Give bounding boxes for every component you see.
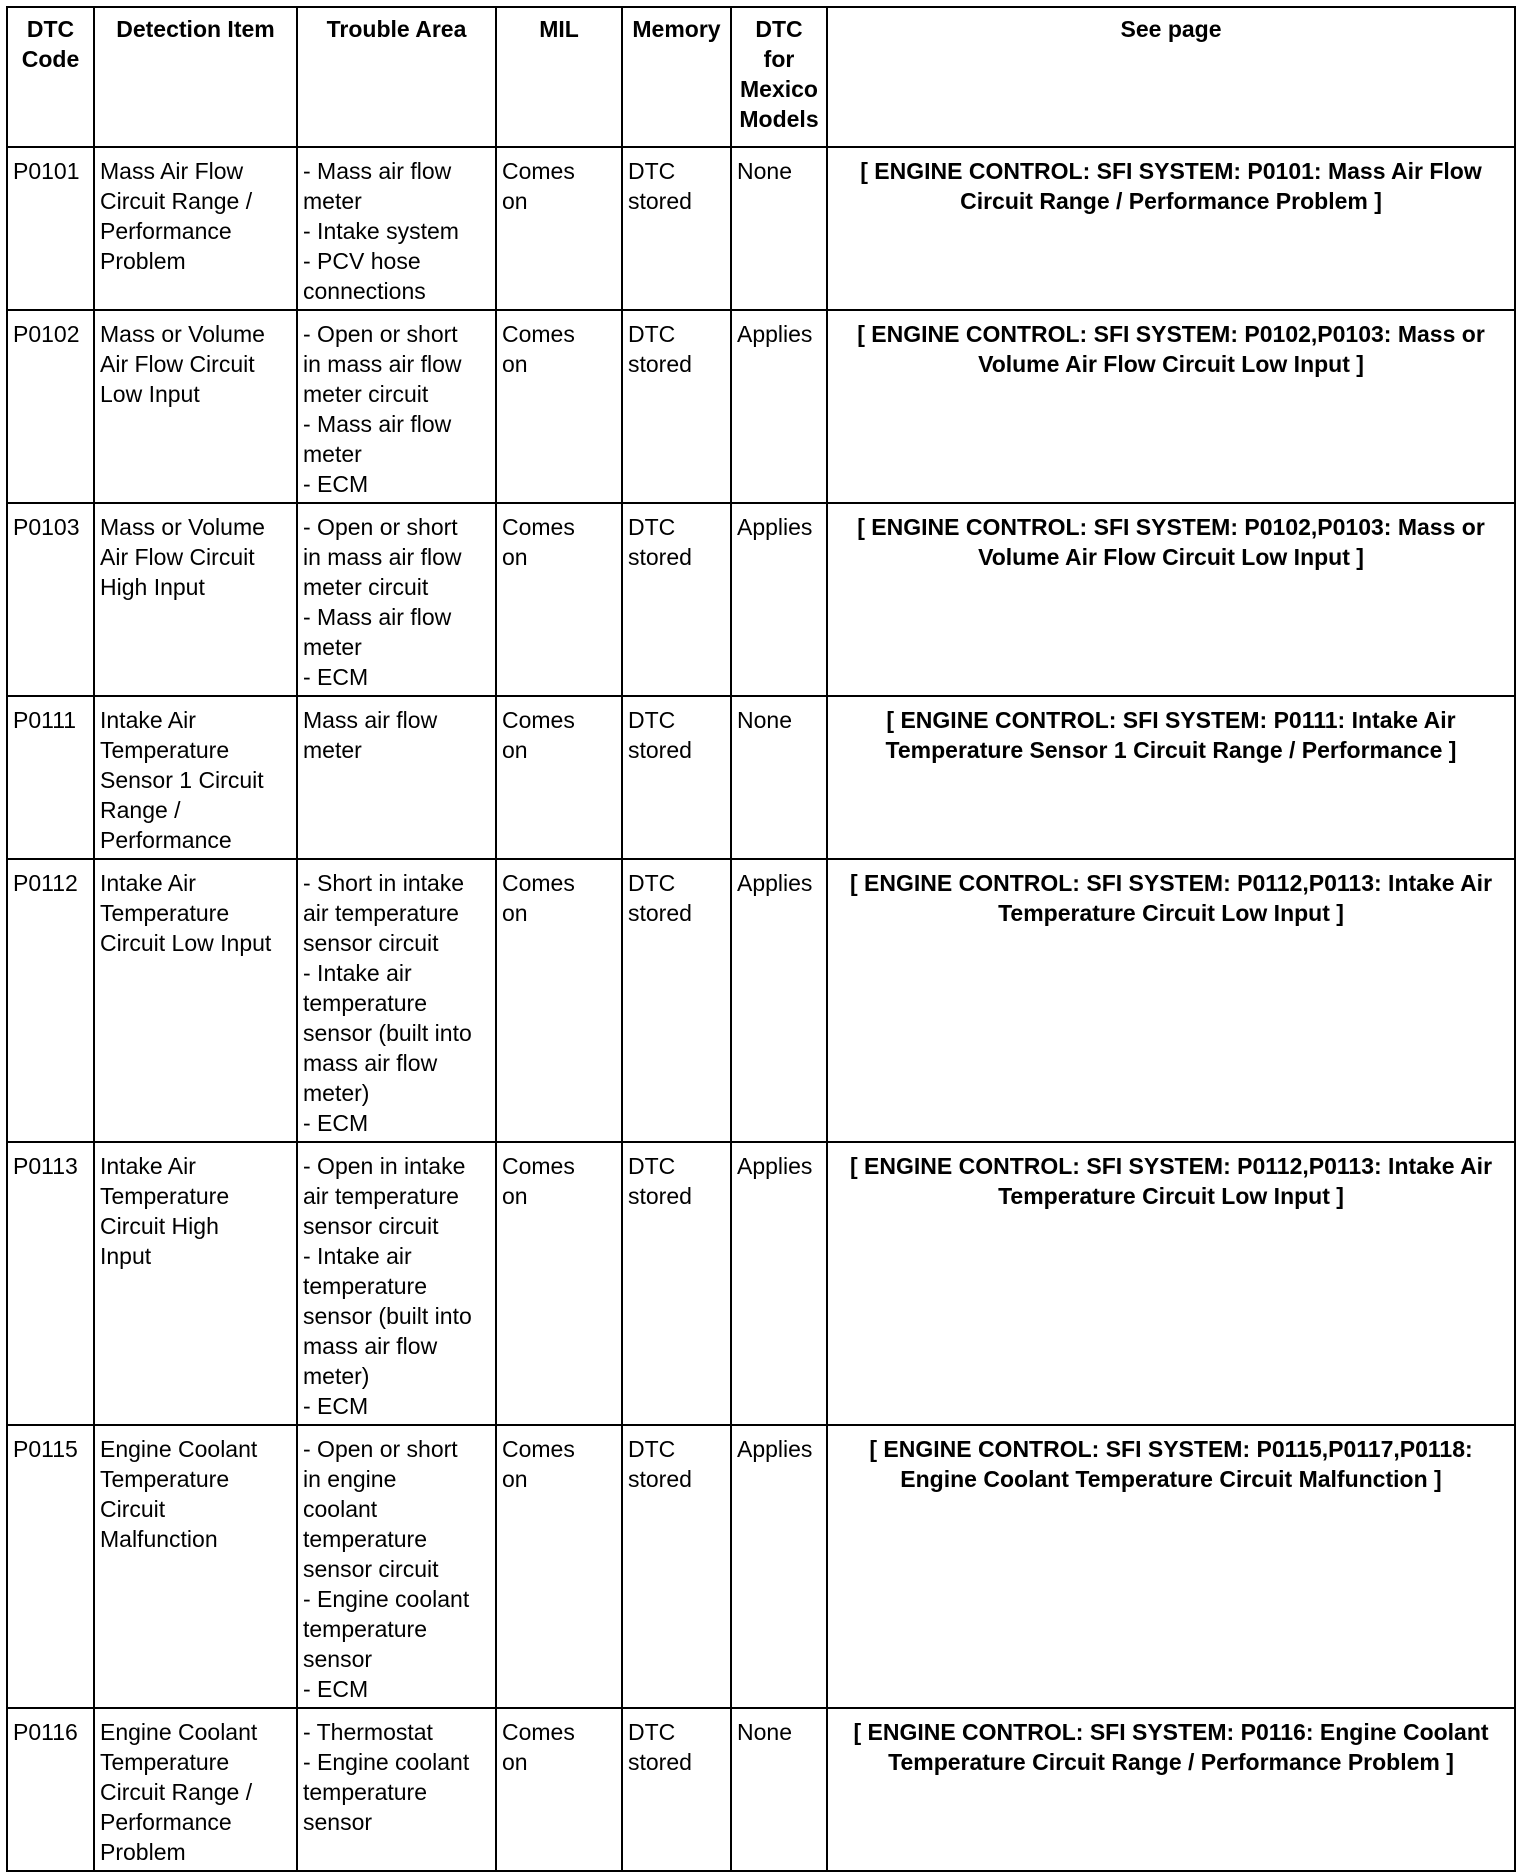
header-see-page: See page [827, 7, 1515, 147]
table-row [7, 696, 1515, 859]
cell-detection-item: Engine Coolant Temperature Circuit Malfunction [94, 1425, 297, 1708]
cell-mexico-models: None [731, 1708, 827, 1871]
header-mexico-models: DTC for Mexico Models [731, 7, 827, 147]
cell-detection-item: Mass Air Flow Circuit Range / Performance Problem [94, 147, 297, 310]
table-row [7, 503, 1515, 696]
table-row [7, 859, 1515, 1142]
cell-mil: Comes on [496, 859, 622, 1142]
cell-dtc-code: P0101 [7, 147, 94, 310]
cell-trouble-area: Mass air flow meter [297, 696, 496, 859]
dtc-table [6, 6, 1516, 1872]
cell-trouble-area: - Open or short in engine coolant temperature sensor circuit - Engine coolant temperature sensor - ECM [297, 1425, 496, 1708]
cell-see-page-link[interactable]: [ ENGINE CONTROL: SFI SYSTEM: P0102,P0103: Mass or Volume Air Flow Circuit Low Input ] [827, 503, 1515, 696]
table-row [7, 147, 1515, 310]
cell-mexico-models: Applies [731, 1142, 827, 1425]
cell-dtc-code: P0103 [7, 503, 94, 696]
cell-trouble-area: - Thermostat - Engine coolant temperature sensor [297, 1708, 496, 1871]
cell-mil: Comes on [496, 1708, 622, 1871]
cell-see-page-link[interactable]: [ ENGINE CONTROL: SFI SYSTEM: P0116: Engine Coolant Temperature Circuit Range / Performance Problem ] [827, 1708, 1515, 1871]
cell-mil: Comes on [496, 147, 622, 310]
cell-trouble-area: - Open or short in mass air flow meter circuit - Mass air flow meter - ECM [297, 310, 496, 503]
cell-memory: DTC stored [622, 859, 731, 1142]
cell-detection-item: Intake Air Temperature Circuit High Input [94, 1142, 297, 1425]
cell-dtc-code: P0111 [7, 696, 94, 859]
cell-see-page-link[interactable]: [ ENGINE CONTROL: SFI SYSTEM: P0112,P0113: Intake Air Temperature Circuit Low Input ] [827, 859, 1515, 1142]
cell-mexico-models: Applies [731, 310, 827, 503]
cell-mil: Comes on [496, 1142, 622, 1425]
cell-dtc-code: P0102 [7, 310, 94, 503]
cell-detection-item: Mass or Volume Air Flow Circuit Low Input [94, 310, 297, 503]
table-row [7, 1425, 1515, 1708]
cell-mil: Comes on [496, 503, 622, 696]
cell-see-page-link[interactable]: [ ENGINE CONTROL: SFI SYSTEM: P0112,P0113: Intake Air Temperature Circuit Low Input ] [827, 1142, 1515, 1425]
cell-memory: DTC stored [622, 147, 731, 310]
cell-dtc-code: P0115 [7, 1425, 94, 1708]
header-dtc-code: DTC Code [7, 7, 94, 147]
cell-mil: Comes on [496, 310, 622, 503]
table-row [7, 1142, 1515, 1425]
table-row [7, 1708, 1515, 1871]
cell-trouble-area: - Mass air flow meter - Intake system - PCV hose connections [297, 147, 496, 310]
cell-see-page-link[interactable]: [ ENGINE CONTROL: SFI SYSTEM: P0102,P0103: Mass or Volume Air Flow Circuit Low Input ] [827, 310, 1515, 503]
cell-trouble-area: - Open or short in mass air flow meter circuit - Mass air flow meter - ECM [297, 503, 496, 696]
cell-see-page-link[interactable]: [ ENGINE CONTROL: SFI SYSTEM: P0111: Intake Air Temperature Sensor 1 Circuit Range / Performance ] [827, 696, 1515, 859]
cell-detection-item: Engine Coolant Temperature Circuit Range / Performance Problem [94, 1708, 297, 1871]
cell-mexico-models: Applies [731, 503, 827, 696]
header-row [7, 7, 1515, 147]
cell-memory: DTC stored [622, 1142, 731, 1425]
cell-dtc-code: P0113 [7, 1142, 94, 1425]
header-memory: Memory [622, 7, 731, 147]
header-mil: MIL [496, 7, 622, 147]
cell-memory: DTC stored [622, 503, 731, 696]
cell-mexico-models: None [731, 696, 827, 859]
cell-mexico-models: None [731, 147, 827, 310]
cell-mexico-models: Applies [731, 859, 827, 1142]
cell-mexico-models: Applies [731, 1425, 827, 1708]
cell-memory: DTC stored [622, 310, 731, 503]
table-row [7, 310, 1515, 503]
header-trouble-area: Trouble Area [297, 7, 496, 147]
cell-dtc-code: P0116 [7, 1708, 94, 1871]
cell-detection-item: Mass or Volume Air Flow Circuit High Input [94, 503, 297, 696]
cell-memory: DTC stored [622, 696, 731, 859]
cell-detection-item: Intake Air Temperature Sensor 1 Circuit Range / Performance [94, 696, 297, 859]
cell-see-page-link[interactable]: [ ENGINE CONTROL: SFI SYSTEM: P0115,P0117,P0118: Engine Coolant Temperature Circuit Malfunction ] [827, 1425, 1515, 1708]
header-detection-item: Detection Item [94, 7, 297, 147]
cell-memory: DTC stored [622, 1425, 731, 1708]
cell-mil: Comes on [496, 1425, 622, 1708]
cell-mil: Comes on [496, 696, 622, 859]
cell-detection-item: Intake Air Temperature Circuit Low Input [94, 859, 297, 1142]
cell-memory: DTC stored [622, 1708, 731, 1871]
cell-see-page-link[interactable]: [ ENGINE CONTROL: SFI SYSTEM: P0101: Mass Air Flow Circuit Range / Performance Problem ] [827, 147, 1515, 310]
cell-trouble-area: - Short in intake air temperature sensor circuit - Intake air temperature sensor (built into mass air flow meter) - ECM [297, 859, 496, 1142]
cell-dtc-code: P0112 [7, 859, 94, 1142]
cell-trouble-area: - Open in intake air temperature sensor circuit - Intake air temperature sensor (built into mass air flow meter) - ECM [297, 1142, 496, 1425]
